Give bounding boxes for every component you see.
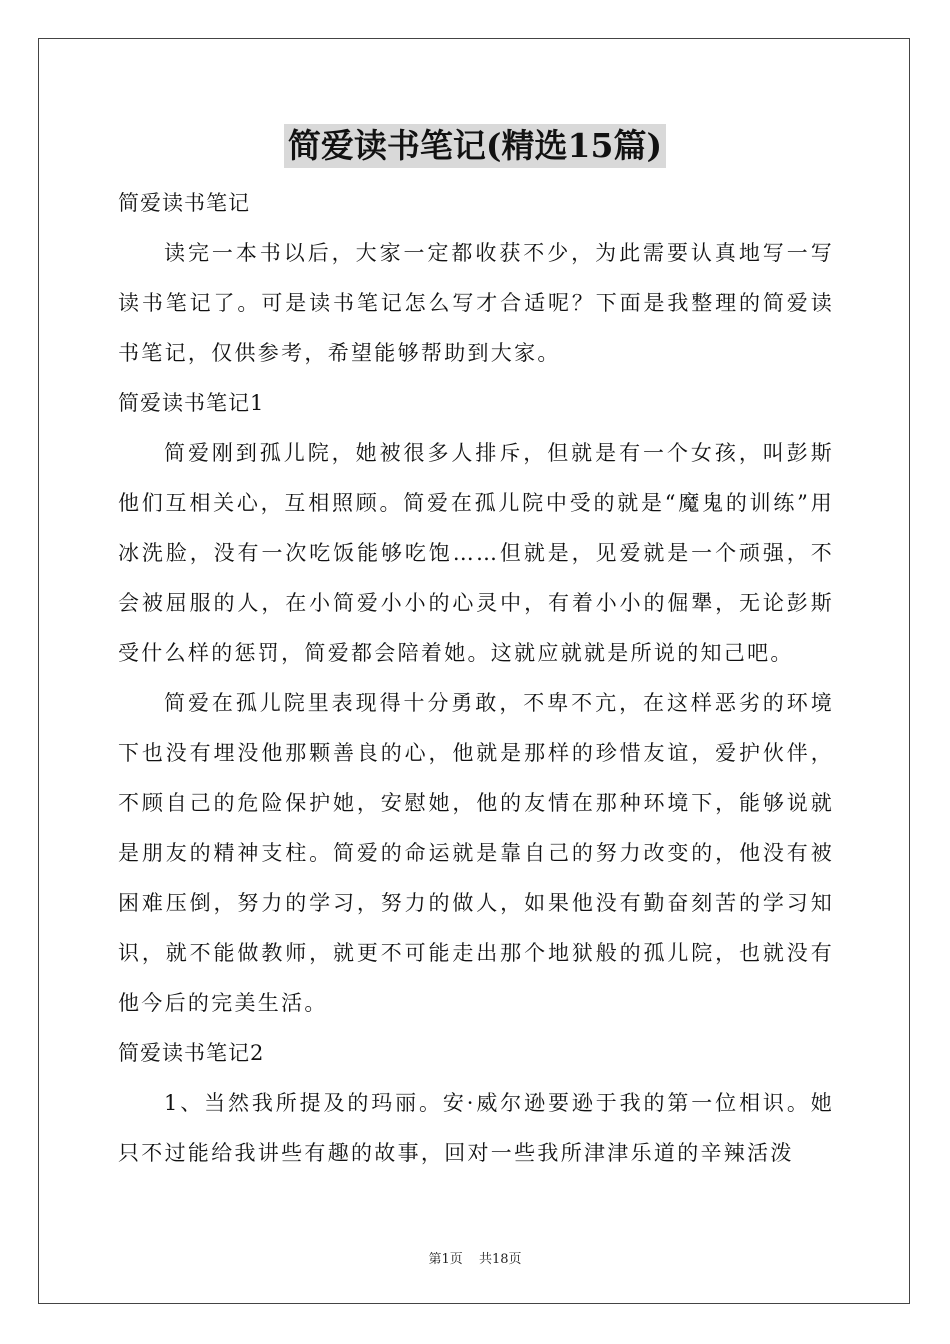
section-heading-2: 简爱读书笔记2 — [118, 1041, 265, 1065]
section-heading-1: 简爱读书笔记1 — [118, 391, 265, 415]
paragraph-1a: 简爱刚到孤儿院，她被很多人排斥，但就是有一个女孩，叫彭斯他们互相关心，互相照顾。简爱在孤儿院中受的就是“魔鬼的训练”用冰洗脸，没有一次吃饭能够吃饱……但就是，见爱就是一个顽强，不会被屈服的人，在小简爱小小的心灵中，有着小小的倔犟，无论彭斯受什么样的惩罚，简爱都会陪着她。这就应就就是所说的知己吧。 — [118, 441, 834, 665]
page-number: 第1页 — [428, 1252, 463, 1267]
paragraph-2a: 1、当然我所提及的玛丽。安·威尔逊要逊于我的第一位相识。她只不过能给我讲些有趣的故事，回对一些我所津津乐道的辛辣活泼 — [118, 1091, 834, 1165]
paragraph-1b: 简爱在孤儿院里表现得十分勇敢，不卑不亢，在这样恶劣的环境下也没有埋没他那颗善良的心，他就是那样的珍惜友谊，爱护伙伴，不顾自己的危险保护她，安慰她，他的友情在那种环境下，能够说就是朋友的精神支柱。简爱的命运就是靠自己的努力改变的，他没有被困难压倒，努力的学习，努力的做人，如果他没有勤奋刻苦的学习知识，就不能做教师，就更不可能走出那个地狱般的孤儿院，也就没有他今后的完美生活。 — [118, 691, 834, 1015]
title-container — [0, 124, 950, 168]
paragraph-intro: 读完一本书以后，大家一定都收获不少，为此需要认真地写一写读书笔记了。可是读书笔记怎么写才合适呢？下面是我整理的简爱读书笔记，仅供参考，希望能够帮助到大家。 — [118, 241, 834, 365]
document-title: 简爱读书笔记(精选15篇) — [284, 124, 666, 168]
section-heading-intro: 简爱读书笔记 — [118, 191, 250, 215]
document-body — [118, 178, 834, 1178]
page-footer — [0, 1248, 950, 1267]
page-total: 共18页 — [478, 1252, 522, 1267]
